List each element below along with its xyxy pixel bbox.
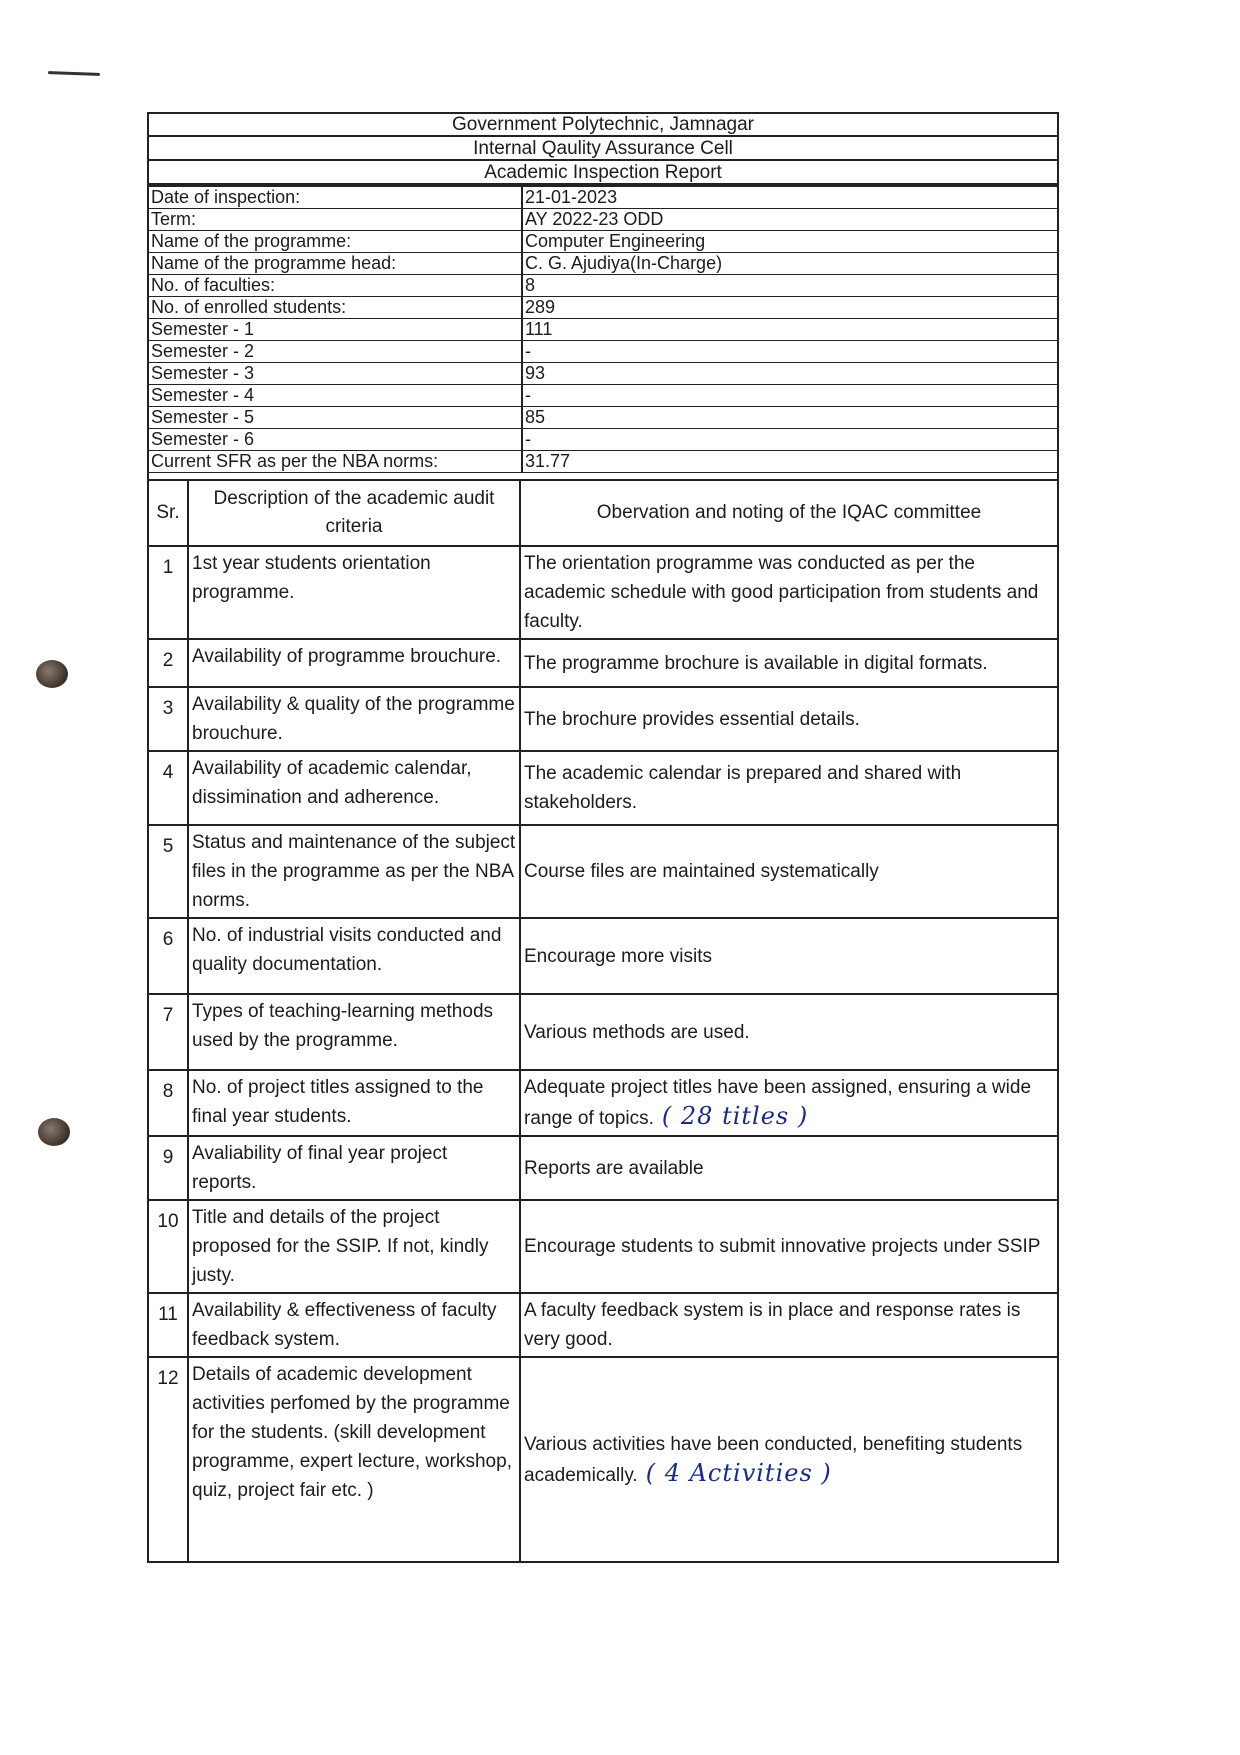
scan-mark [48, 71, 100, 76]
audit-criteria: No. of industrial visits conducted and quality documentation. [188, 918, 520, 994]
info-label: Semester - 3 [149, 363, 522, 385]
audit-observation: Various activities have been conducted, benefiting students academically. [524, 1433, 1023, 1486]
info-row [149, 385, 1057, 407]
info-value: AY 2022-23 ODD [522, 209, 1057, 231]
audit-header-row [149, 481, 1057, 546]
punch-hole [36, 660, 68, 688]
info-value: Computer Engineering [522, 231, 1057, 253]
info-label: Semester - 2 [149, 341, 522, 363]
audit-observation: The academic calendar is prepared and shared with stakeholders. [524, 763, 962, 813]
handwritten-note: ( 4 Activities ) [645, 1458, 832, 1487]
audit-observation: The programme brochure is available in digital formats. [524, 652, 988, 674]
info-value: C. G. Ajudiya(In-Charge) [522, 253, 1057, 275]
info-label: Date of inspection: [149, 186, 522, 209]
audit-observation-cell [520, 1293, 1057, 1357]
audit-observation-cell [520, 825, 1057, 918]
audit-criteria: 1st year students orientation programme. [188, 546, 520, 639]
info-row [149, 209, 1057, 231]
audit-observation-cell [520, 1070, 1057, 1136]
info-row [149, 341, 1057, 363]
info-value: 31.77 [522, 451, 1057, 473]
audit-observation: The brochure provides essential details. [524, 708, 860, 730]
audit-observation: Various methods are used. [524, 1021, 750, 1043]
info-row [149, 231, 1057, 253]
info-value: 289 [522, 297, 1057, 319]
audit-observation: The orientation programme was conducted as per the academic schedule with good participation from students and faculty. [524, 553, 1039, 632]
audit-row [149, 1200, 1057, 1293]
audit-row [149, 1357, 1057, 1561]
audit-observation-cell [520, 994, 1057, 1070]
audit-observation: Course files are maintained systematically [524, 861, 879, 882]
audit-sr: 1 [149, 546, 188, 639]
info-row [149, 186, 1057, 209]
info-value: 111 [522, 319, 1057, 341]
audit-criteria: Title and details of the project proposed for the SSIP. If not, kindly justy. [188, 1200, 520, 1293]
punch-hole [38, 1118, 70, 1146]
audit-observation: Reports are available [524, 1157, 704, 1179]
audit-criteria: Availability of programme brouchure. [188, 639, 520, 687]
info-value: - [522, 341, 1057, 363]
info-label: Name of the programme: [149, 231, 522, 253]
audit-sr: 8 [149, 1070, 188, 1136]
cell-name: Internal Qaulity Assurance Cell [149, 138, 1057, 161]
programme-info-table [149, 185, 1057, 473]
info-label: No. of enrolled students: [149, 297, 522, 319]
col-criteria: Description of the academic audit criteria [188, 481, 520, 546]
audit-criteria: Status and maintenance of the subject files in the programme as per the NBA norms. [188, 825, 520, 918]
audit-table [149, 481, 1057, 1561]
audit-sr: 11 [149, 1293, 188, 1357]
audit-sr: 10 [149, 1200, 188, 1293]
report-title: Academic Inspection Report [149, 162, 1057, 185]
info-value: 21-01-2023 [522, 186, 1057, 209]
audit-criteria: Types of teaching-learning methods used by the programme. [188, 994, 520, 1070]
info-label: Semester - 1 [149, 319, 522, 341]
audit-observation-cell [520, 751, 1057, 825]
info-row [149, 451, 1057, 473]
audit-row [149, 546, 1057, 639]
section-gap [149, 473, 1057, 481]
info-label: Semester - 5 [149, 407, 522, 429]
info-row [149, 319, 1057, 341]
info-value: 85 [522, 407, 1057, 429]
audit-sr: 7 [149, 994, 188, 1070]
audit-criteria: Availability & effectiveness of faculty feedback system. [188, 1293, 520, 1357]
audit-row [149, 1070, 1057, 1136]
info-value: - [522, 429, 1057, 451]
audit-sr: 5 [149, 825, 188, 918]
audit-row [149, 751, 1057, 825]
audit-row [149, 825, 1057, 918]
audit-row [149, 994, 1057, 1070]
audit-sr: 6 [149, 918, 188, 994]
audit-observation-cell [520, 1357, 1057, 1561]
audit-row [149, 1293, 1057, 1357]
audit-row [149, 687, 1057, 751]
info-label: Term: [149, 209, 522, 231]
info-value: 93 [522, 363, 1057, 385]
info-value: - [522, 385, 1057, 407]
audit-row [149, 918, 1057, 994]
audit-sr: 9 [149, 1136, 188, 1200]
info-label: Semester - 4 [149, 385, 522, 407]
audit-observation: Encourage more visits [524, 945, 712, 967]
info-row [149, 363, 1057, 385]
audit-sr: 2 [149, 639, 188, 687]
info-value: 8 [522, 275, 1057, 297]
col-sr: Sr. [149, 481, 188, 546]
audit-sr: 3 [149, 687, 188, 751]
inspection-report [147, 112, 1059, 1563]
audit-criteria: Availability of academic calendar, dissimination and adherence. [188, 751, 520, 825]
info-row [149, 275, 1057, 297]
info-label: Current SFR as per the NBA norms: [149, 451, 522, 473]
audit-criteria: No. of project titles assigned to the final year students. [188, 1070, 520, 1136]
info-row [149, 297, 1057, 319]
audit-observation-cell [520, 1200, 1057, 1293]
audit-row [149, 639, 1057, 687]
info-row [149, 253, 1057, 275]
handwritten-note: ( 28 titles ) [661, 1102, 809, 1130]
audit-observation: Encourage students to submit innovative projects under SSIP [524, 1236, 1041, 1257]
audit-observation-cell [520, 546, 1057, 639]
info-label: Semester - 6 [149, 429, 522, 451]
audit-sr: 4 [149, 751, 188, 825]
audit-criteria: Details of academic development activities perfomed by the programme for the students. (skill development programme, expert lecture, workshop, quiz, project fair etc. ) [188, 1357, 520, 1561]
audit-observation: A faculty feedback system is in place and response rates is very good. [524, 1300, 1021, 1350]
info-label: Name of the programme head: [149, 253, 522, 275]
audit-row [149, 1136, 1057, 1200]
info-row [149, 407, 1057, 429]
institute-name: Government Polytechnic, Jamnagar [149, 114, 1057, 137]
info-row [149, 429, 1057, 451]
audit-observation-cell [520, 639, 1057, 687]
info-label: No. of faculties: [149, 275, 522, 297]
audit-criteria: Availability & quality of the programme brouchure. [188, 687, 520, 751]
audit-criteria: Avaliability of final year project reports. [188, 1136, 520, 1200]
col-observation: Obervation and noting of the IQAC committee [520, 481, 1057, 546]
audit-sr: 12 [149, 1357, 188, 1561]
audit-observation-cell [520, 1136, 1057, 1200]
audit-observation-cell [520, 918, 1057, 994]
audit-observation-cell [520, 687, 1057, 751]
audit-observation: Adequate project titles have been assigned, ensuring a wide range of topics. [524, 1077, 1032, 1129]
